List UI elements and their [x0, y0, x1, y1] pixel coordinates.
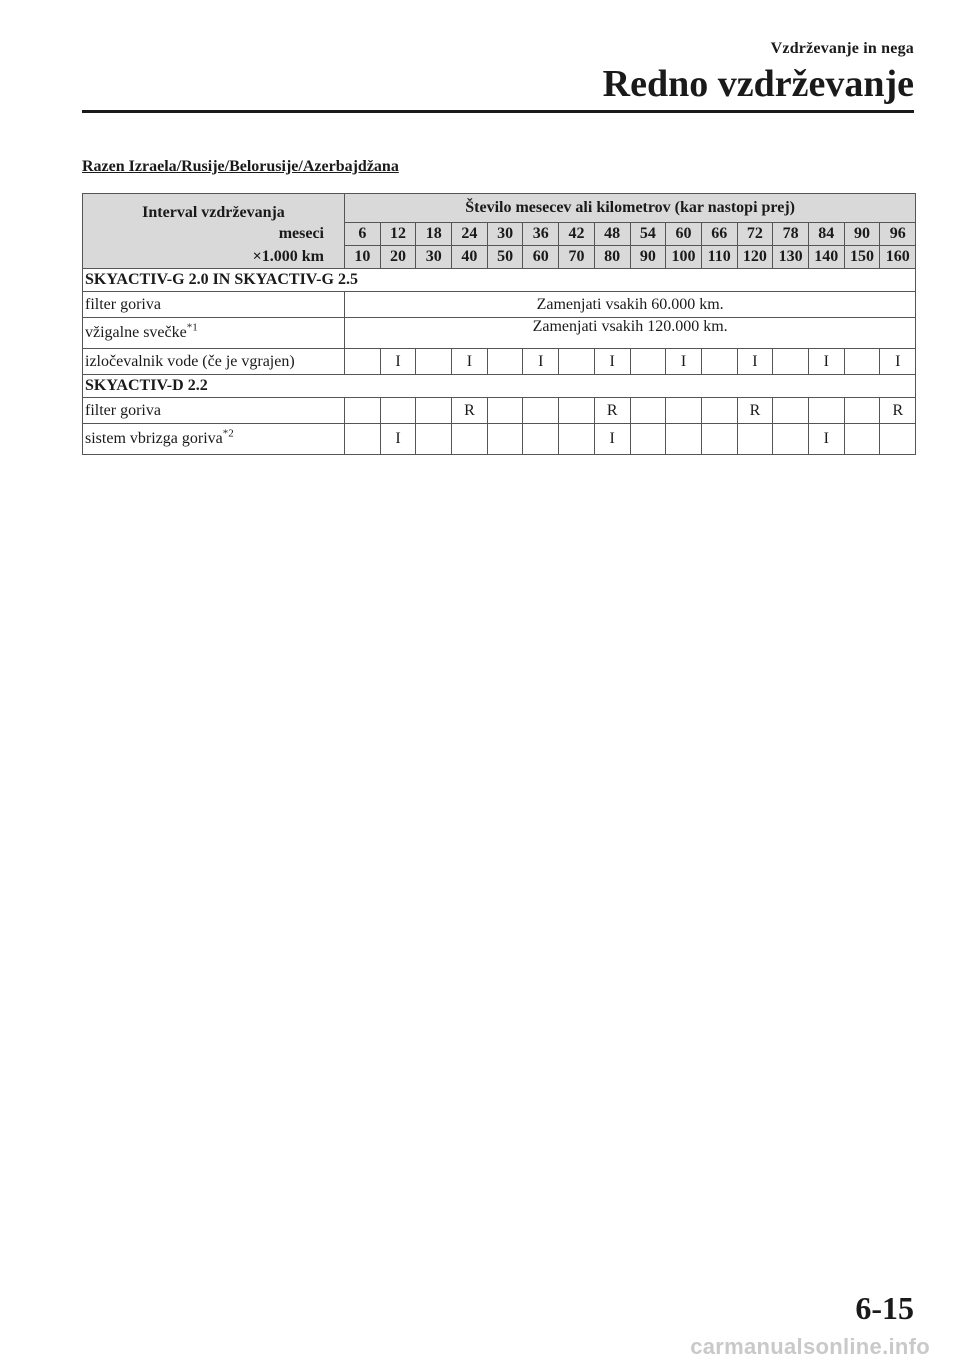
schedule-cell: [630, 349, 666, 375]
km-row: [83, 246, 916, 269]
header-rule: [82, 110, 914, 113]
table-group-row: [83, 269, 916, 292]
schedule-cell: [737, 424, 773, 455]
item-label: izločevalnik vode (če je vgrajen): [83, 349, 345, 375]
month-value: 60: [666, 223, 702, 246]
engine-group-label: SKYACTIV-G 2.0 IN SKYACTIV-G 2.5: [83, 269, 916, 292]
schedule-cell: I: [523, 349, 559, 375]
table-row: [83, 318, 916, 349]
schedule-cell: I: [808, 349, 844, 375]
schedule-cell: [380, 398, 416, 424]
schedule-cell: [630, 424, 666, 455]
km-value: 90: [630, 246, 666, 269]
watermark: carmanualsonline.info: [690, 1334, 930, 1359]
schedule-cell: [559, 349, 595, 375]
km-value: 80: [594, 246, 630, 269]
engine-group-label: SKYACTIV-D 2.2: [83, 375, 916, 398]
month-value: 84: [808, 223, 844, 246]
months-label: meseci: [83, 223, 345, 246]
schedule-cell: [559, 398, 595, 424]
interval-span-header: Število mesecev ali kilometrov (kar nastopi prej): [345, 194, 916, 223]
schedule-cell: [487, 398, 523, 424]
km-value: 30: [416, 246, 452, 269]
schedule-cell: [701, 349, 737, 375]
km-value: 130: [773, 246, 809, 269]
schedule-cell: I: [594, 424, 630, 455]
schedule-cell: [523, 398, 559, 424]
month-value: 6: [345, 223, 381, 246]
month-value: 96: [880, 223, 916, 246]
schedule-cell: [666, 398, 702, 424]
km-value: 60: [523, 246, 559, 269]
schedule-cell: [345, 398, 381, 424]
item-label: vžigalne svečke$^{*1}$: [83, 318, 345, 349]
table-group-row: [83, 375, 916, 398]
schedule-cell: [701, 424, 737, 455]
km-value: 150: [844, 246, 880, 269]
month-value: 66: [701, 223, 737, 246]
month-value: 90: [844, 223, 880, 246]
km-value: 110: [701, 246, 737, 269]
page-title: Redno vzdrževanje: [602, 63, 914, 105]
month-value: 30: [487, 223, 523, 246]
month-value: 24: [452, 223, 488, 246]
schedule-cell: [452, 424, 488, 455]
schedule-cell: [559, 424, 595, 455]
schedule-cell: I: [666, 349, 702, 375]
km-value: 10: [345, 246, 381, 269]
schedule-cell: [487, 349, 523, 375]
month-value: 72: [737, 223, 773, 246]
schedule-cell: I: [380, 424, 416, 455]
month-value: 18: [416, 223, 452, 246]
schedule-cell: [844, 398, 880, 424]
interval-label: Interval vzdrževanja: [83, 194, 345, 223]
schedule-cell: [844, 349, 880, 375]
month-value: 54: [630, 223, 666, 246]
schedule-cell: I: [737, 349, 773, 375]
item-label: filter goriva: [83, 398, 345, 424]
month-value: 36: [523, 223, 559, 246]
table-row: [83, 424, 916, 455]
schedule-cell: [487, 424, 523, 455]
schedule-cell: [808, 398, 844, 424]
schedule-cell: [416, 424, 452, 455]
schedule-cell: R: [880, 398, 916, 424]
km-value: 70: [559, 246, 595, 269]
schedule-cell: [666, 424, 702, 455]
schedule-cell: [416, 349, 452, 375]
schedule-cell: [630, 398, 666, 424]
footnote-mark: *2: [222, 427, 234, 440]
maintenance-schedule-table: [82, 193, 916, 455]
schedule-cell: [345, 424, 381, 455]
page-number: 6-15: [855, 1290, 914, 1326]
km-value: 50: [487, 246, 523, 269]
km-value: 120: [737, 246, 773, 269]
table-row: [83, 398, 916, 424]
km-value: 20: [380, 246, 416, 269]
replacement-interval-text: Zamenjati vsakih 120.000 km.: [345, 318, 916, 349]
km-value: 160: [880, 246, 916, 269]
schedule-cell: [416, 398, 452, 424]
month-value: 78: [773, 223, 809, 246]
section-title: Razen Izraela/Rusije/Belorusije/Azerbajdžana: [82, 158, 399, 175]
schedule-cell: [773, 424, 809, 455]
schedule-cell: I: [380, 349, 416, 375]
schedule-cell: [345, 349, 381, 375]
footnote-mark: *1: [186, 321, 198, 334]
table-row: [83, 292, 916, 318]
schedule-cell: [773, 349, 809, 375]
item-label: sistem vbrizga goriva$^{*2}$: [83, 424, 345, 455]
schedule-cell: R: [737, 398, 773, 424]
schedule-cell: I: [452, 349, 488, 375]
schedule-cell: R: [452, 398, 488, 424]
schedule-cell: [773, 398, 809, 424]
chapter-header: Vzdrževanje in nega: [770, 40, 914, 57]
schedule-cell: [523, 424, 559, 455]
km-value: 100: [666, 246, 702, 269]
schedule-cell: I: [594, 349, 630, 375]
item-label: filter goriva: [83, 292, 345, 318]
month-value: 42: [559, 223, 595, 246]
schedule-cell: [844, 424, 880, 455]
schedule-cell: [701, 398, 737, 424]
schedule-cell: [880, 424, 916, 455]
km-value: 40: [452, 246, 488, 269]
schedule-cell: I: [808, 424, 844, 455]
month-value: 48: [594, 223, 630, 246]
schedule-cell: R: [594, 398, 630, 424]
replacement-interval-text: Zamenjati vsakih 60.000 km.: [345, 292, 916, 318]
km-label: ×1.000 km: [83, 246, 345, 269]
table-row: [83, 349, 916, 375]
km-value: 140: [808, 246, 844, 269]
months-row: [83, 223, 916, 246]
schedule-cell: I: [880, 349, 916, 375]
month-value: 12: [380, 223, 416, 246]
table-header-row: [83, 194, 916, 223]
